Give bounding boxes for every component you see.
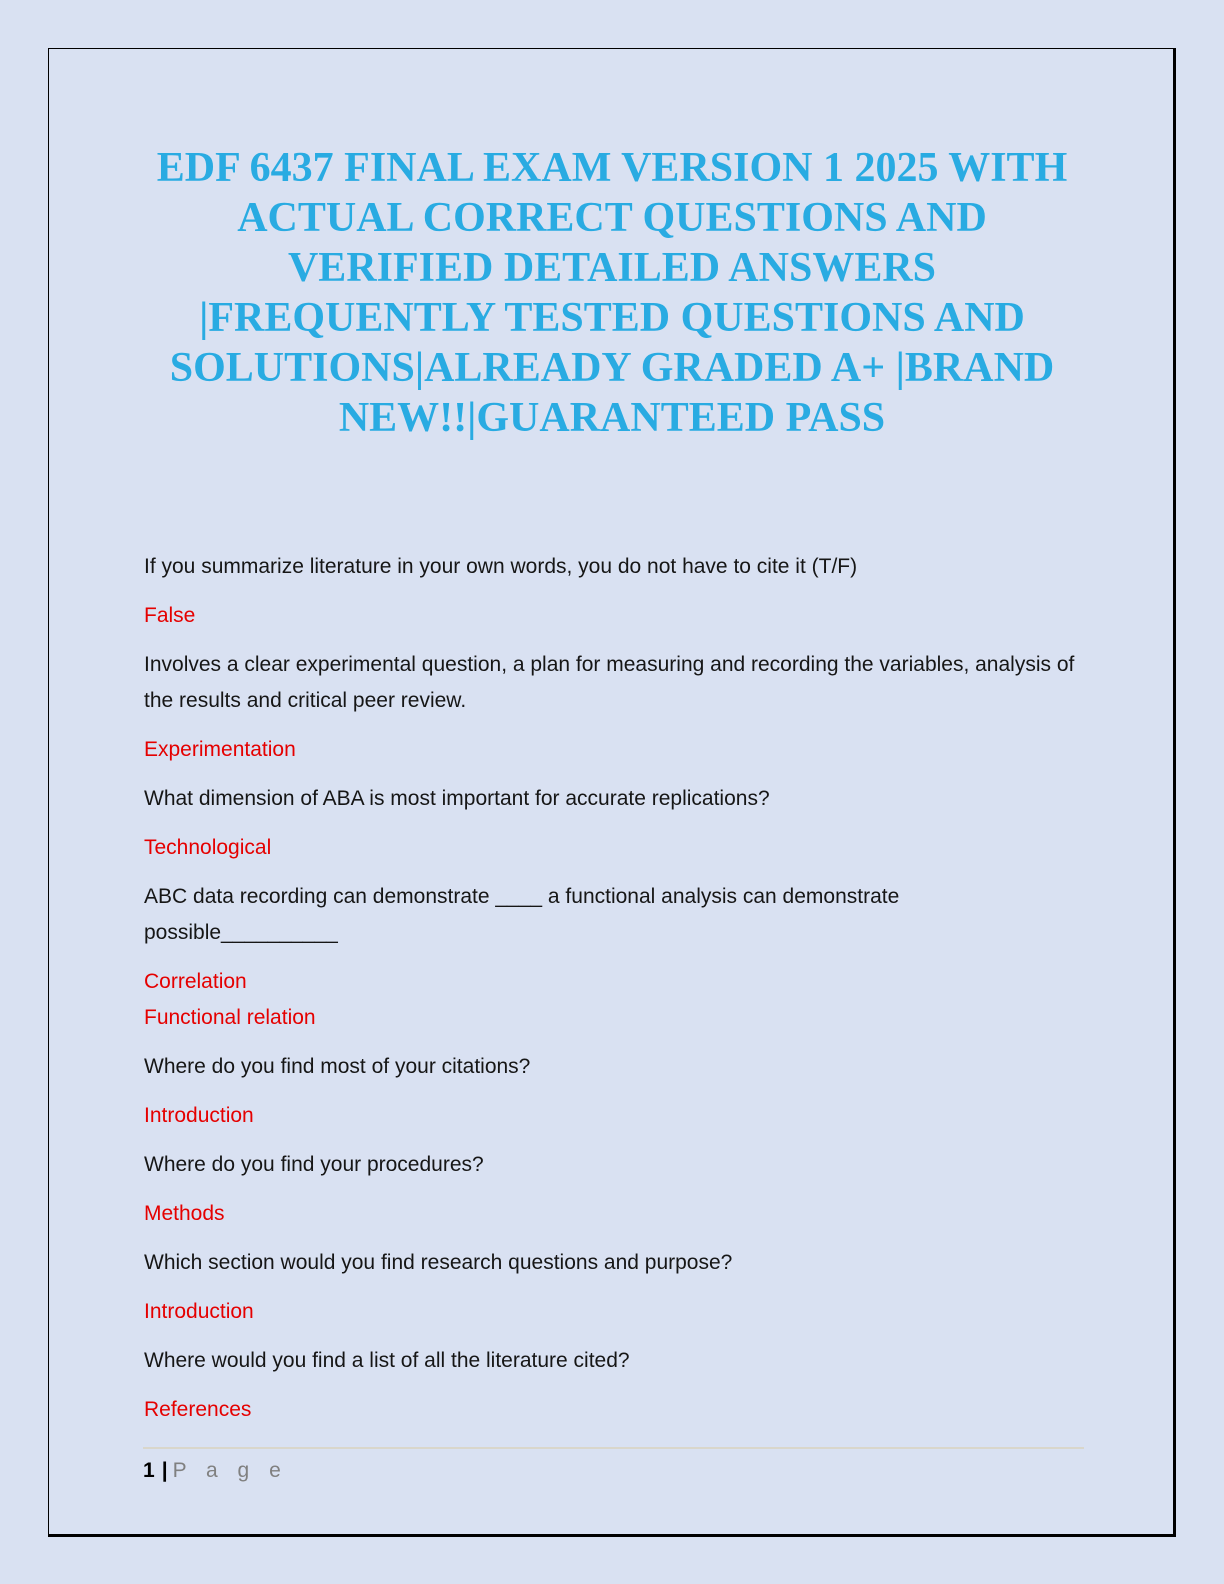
answer-paragraph — [144, 1392, 1080, 1428]
question-paragraph: Which section would you find research questions and purpose? — [144, 1251, 733, 1274]
question-paragraph: Where do you find your procedures? — [144, 1153, 484, 1176]
answer-line: Functional relation — [144, 1006, 316, 1029]
title-line: ACTUAL CORRECT QUESTIONS AND — [237, 195, 987, 241]
document-content — [144, 143, 1080, 1441]
answer-paragraph — [144, 1294, 1080, 1330]
answer-paragraph — [144, 598, 1080, 634]
answer-line: Experimentation — [144, 738, 296, 761]
document-title — [144, 143, 1080, 443]
answer-line: Introduction — [144, 1104, 254, 1127]
title-line: VERIFIED DETAILED ANSWERS — [287, 245, 937, 291]
answer-line: Technological — [144, 836, 272, 859]
answer-line: False — [144, 604, 196, 627]
footer-separator: | — [161, 1459, 168, 1482]
question-paragraph: What dimension of ABA is most important for accurate replications? — [144, 787, 770, 810]
answer-paragraph — [144, 1098, 1080, 1134]
page-footer — [143, 1447, 1084, 1485]
answer-paragraph — [144, 732, 1080, 768]
title-line: NEW!!|GUARANTEED PASS — [338, 395, 886, 441]
title-line: EDF 6437 FINAL EXAM VERSION 1 2025 WITH — [156, 145, 1068, 191]
answer-line: Introduction — [144, 1300, 254, 1323]
footer-page-label: P a g e — [172, 1459, 288, 1482]
answer-line: Correlation — [144, 970, 247, 993]
answer-paragraph — [144, 1196, 1080, 1232]
question-paragraph: Where would you find a list of all the literature cited? — [144, 1349, 630, 1372]
page-number: 1 — [143, 1459, 155, 1482]
question-paragraph: Involves a clear experimental question, a plan for measuring and recording the variables, analysis of the results and critical peer review. — [144, 653, 1075, 712]
answer-line: References — [144, 1398, 252, 1421]
answer-line: Methods — [144, 1202, 225, 1225]
footer-text — [143, 1457, 1084, 1485]
question-answer-list — [144, 549, 1080, 1428]
answer-paragraph — [144, 964, 1080, 1036]
title-line: SOLUTIONS|ALREADY GRADED A+ |BRAND — [169, 345, 1055, 391]
answer-paragraph — [144, 830, 1080, 866]
title-line: |FREQUENTLY TESTED QUESTIONS AND — [199, 295, 1025, 341]
question-paragraph: Where do you find most of your citations? — [144, 1055, 531, 1078]
question-paragraph: If you summarize literature in your own words, you do not have to cite it (T/F) — [144, 555, 858, 578]
question-paragraph: ABC data recording can demonstrate ____ a functional analysis can demonstrate possible__________ — [144, 885, 900, 944]
